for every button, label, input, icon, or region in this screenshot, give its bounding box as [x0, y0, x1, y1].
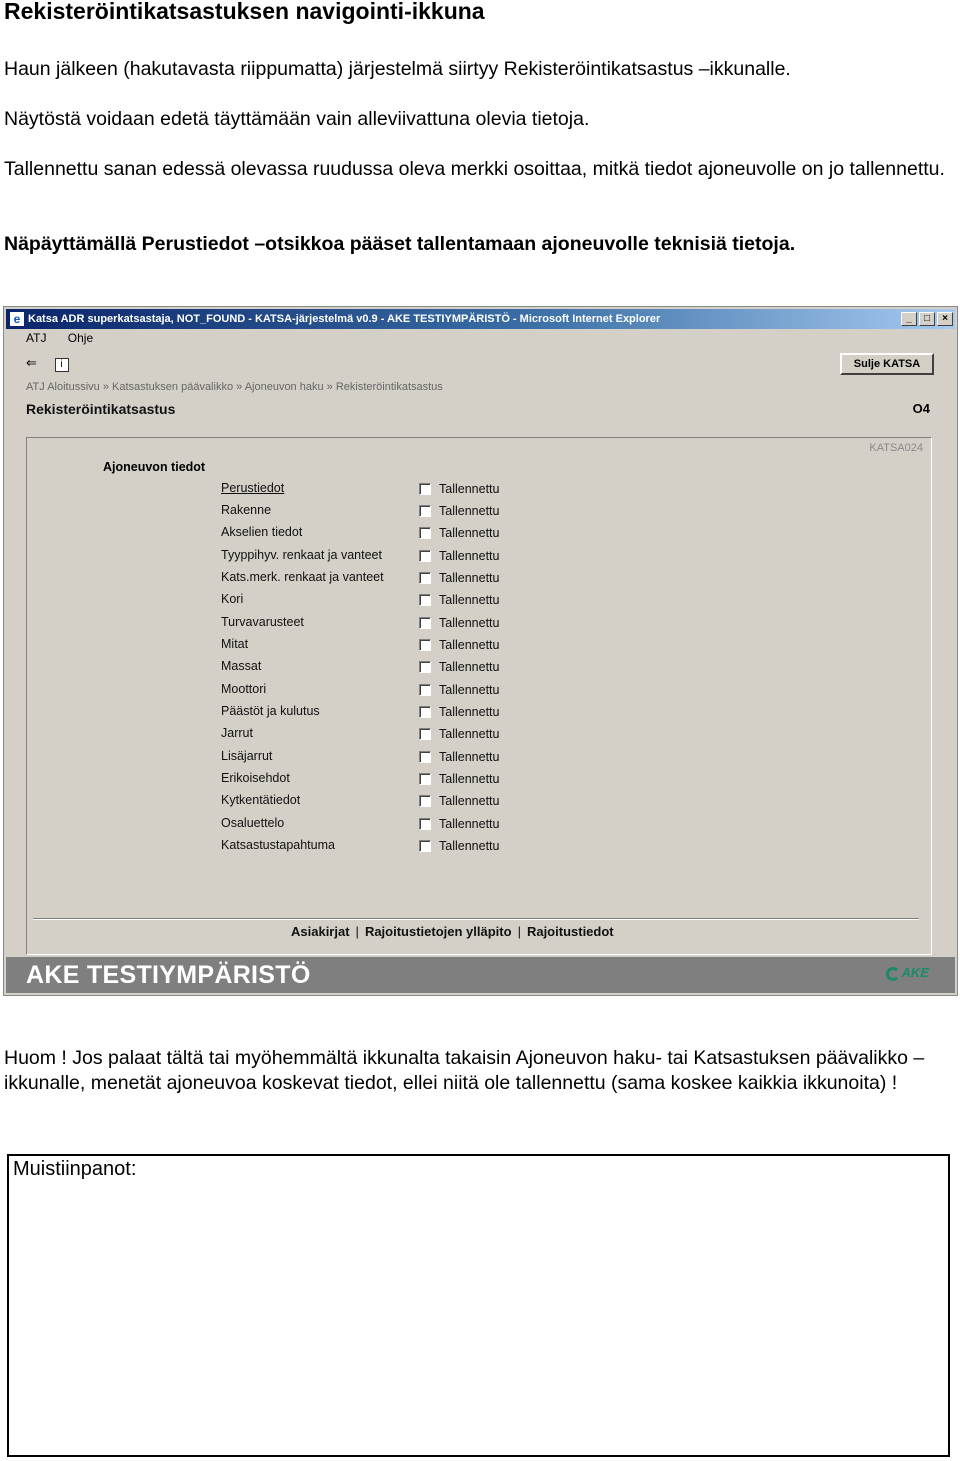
saved-label: Tallennettu	[439, 817, 500, 831]
status-code: O4	[912, 401, 930, 416]
field-erikoisehdot: Erikoisehdot	[221, 771, 290, 785]
screen-code: KATSA024	[869, 442, 923, 454]
ie-icon: e	[10, 312, 24, 326]
checkbox-icon[interactable]	[419, 751, 431, 763]
checkbox-icon[interactable]	[419, 728, 431, 740]
checkbox-icon[interactable]	[419, 840, 431, 852]
field-lisajarrut: Lisäjarrut	[221, 749, 273, 763]
footer-links	[291, 924, 614, 939]
paragraph-intro: Haun jälkeen (hakutavasta riippumatta) järjestelmä siirtyy Rekisteröintikatsastus –ikkunalle.	[4, 58, 791, 80]
ake-logo	[886, 965, 929, 981]
saved-checkbox-row[interactable]	[419, 593, 499, 607]
vehicle-data-panel	[26, 437, 932, 955]
checkbox-icon[interactable]	[419, 505, 431, 517]
notes-box[interactable]	[7, 1154, 950, 1457]
saved-checkbox-row[interactable]	[419, 772, 499, 786]
field-rakenne: Rakenne	[221, 503, 272, 517]
checkbox-icon[interactable]	[419, 639, 431, 651]
window-titlebar	[6, 309, 955, 329]
back-arrow-icon[interactable]: ⇐	[26, 355, 37, 370]
field-mitat: Mitat	[221, 637, 249, 651]
checkbox-icon[interactable]	[419, 594, 431, 606]
maximize-icon[interactable]: □	[919, 312, 935, 326]
saved-label: Tallennettu	[439, 504, 500, 518]
saved-checkbox-row[interactable]	[419, 705, 499, 719]
saved-checkbox-row[interactable]	[419, 660, 499, 674]
saved-checkbox-row[interactable]	[419, 727, 499, 741]
paragraph-editable-info: Näytöstä voidaan edetä täyttämään vain alleviivattuna olevia tietoja.	[4, 108, 590, 130]
field-jarrut: Jarrut	[221, 726, 253, 740]
saved-checkbox-row[interactable]	[419, 549, 499, 563]
field-kytkentatiedot: Kytkentätiedot	[221, 793, 301, 807]
field-paastot-kulutus: Päästöt ja kulutus	[221, 704, 320, 718]
field-kori: Kori	[221, 592, 244, 606]
checkbox-icon[interactable]	[419, 818, 431, 830]
saved-checkbox-row[interactable]	[419, 504, 499, 518]
saved-label: Tallennettu	[439, 526, 500, 540]
field-massat: Massat	[221, 659, 262, 673]
environment-name: AKE TESTIYMPÄRISTÖ	[26, 961, 311, 989]
divider	[33, 918, 919, 920]
info-icon[interactable]: i	[55, 358, 69, 372]
checkbox-icon[interactable]	[419, 617, 431, 629]
checkbox-icon[interactable]	[419, 684, 431, 696]
checkbox-icon[interactable]	[419, 550, 431, 562]
ake-logo-icon	[886, 967, 900, 981]
saved-checkbox-row[interactable]	[419, 616, 499, 630]
checkbox-icon[interactable]	[419, 572, 431, 584]
menu-ohje[interactable]: Ohje	[67, 331, 94, 345]
saved-label: Tallennettu	[439, 549, 500, 563]
checkbox-icon[interactable]	[419, 706, 431, 718]
saved-checkbox-row[interactable]	[419, 683, 499, 697]
saved-label: Tallennettu	[439, 839, 500, 853]
saved-label: Tallennettu	[439, 571, 500, 585]
saved-label: Tallennettu	[439, 482, 500, 496]
field-turvavarusteet: Turvavarusteet	[221, 615, 304, 629]
saved-label: Tallennettu	[439, 772, 500, 786]
saved-checkbox-row[interactable]	[419, 526, 499, 540]
checkbox-icon[interactable]	[419, 661, 431, 673]
saved-label: Tallennettu	[439, 750, 500, 764]
warning-paragraph: Huom ! Jos palaat tältä tai myöhemmältä ikkunalta takaisin Ajoneuvon haku- tai Katsastuksen päävalikko –ikkunalle, menetät ajoneuvoa koskevat tiedot, ellei niitä ole tallennettu (sama koskee kaikkia ikkunoita) !	[4, 1047, 925, 1094]
minimize-icon[interactable]: _	[901, 312, 917, 326]
close-window-icon[interactable]: ×	[937, 312, 953, 326]
saved-label: Tallennettu	[439, 638, 500, 652]
link-rajoitustiedot[interactable]: Rajoitustiedot	[526, 924, 614, 939]
app-area	[24, 349, 936, 957]
notes-label: Muistiinpanot:	[13, 1158, 137, 1180]
field-link-perustiedot[interactable]: Perustiedot	[221, 481, 285, 495]
document-heading: Rekisteröintikatsastuksen navigointi-ikkuna	[4, 0, 485, 24]
link-asiakirjat[interactable]: Asiakirjat	[291, 924, 350, 939]
saved-label: Tallennettu	[439, 794, 500, 808]
field-katsmerk-renkaat: Kats.merk. renkaat ja vanteet	[221, 570, 384, 584]
saved-checkbox-row[interactable]	[419, 638, 499, 652]
checkbox-icon[interactable]	[419, 527, 431, 539]
page-title: Rekisteröintikatsastus	[26, 401, 176, 417]
ake-logo-text: AKE	[901, 965, 929, 980]
link-rajoitustietojen-yllapito[interactable]: Rajoitustietojen ylläpito	[364, 924, 512, 939]
separator: |	[355, 924, 359, 939]
separator: |	[517, 924, 521, 939]
saved-label: Tallennettu	[439, 616, 500, 630]
saved-checkbox-row[interactable]	[419, 571, 499, 585]
paragraph-instruction: Näpäyttämällä Perustiedot –otsikkoa pääset tallentamaan ajoneuvolle teknisiä tietoja.	[4, 233, 796, 255]
field-katsastustapahtuma: Katsastustapahtuma	[221, 838, 335, 852]
saved-label: Tallennettu	[439, 683, 500, 697]
toolbar	[26, 355, 83, 372]
field-tyyppihyv-renkaat: Tyyppihyv. renkaat ja vanteet	[221, 548, 382, 562]
field-akselien-tiedot: Akselien tiedot	[221, 525, 303, 539]
section-title: Ajoneuvon tiedot	[103, 460, 206, 474]
checkbox-icon[interactable]	[419, 483, 431, 495]
field-moottori: Moottori	[221, 682, 267, 696]
saved-checkbox-row[interactable]	[419, 482, 499, 496]
saved-label: Tallennettu	[439, 593, 500, 607]
saved-checkbox-row[interactable]	[419, 794, 499, 808]
checkbox-icon[interactable]	[419, 773, 431, 785]
checkbox-icon[interactable]	[419, 795, 431, 807]
window-title: Katsa ADR superkatsastaja, NOT_FOUND - KATSA-järjestelmä v0.9 - AKE TESTIYMPÄRISTÖ - Microsoft Internet Explorer	[28, 313, 661, 325]
saved-checkbox-row[interactable]	[419, 839, 499, 853]
environment-band	[6, 957, 955, 993]
paragraph-saved-info: Tallennettu sanan edessä olevassa ruudussa oleva merkki osoittaa, mitkä tiedot ajoneuvolle on jo tallennettu.	[4, 158, 945, 180]
breadcrumb[interactable]: ATJ Aloitussivu » Katsastuksen päävalikko » Ajoneuvon haku » Rekisteröintikatsastus	[26, 381, 443, 393]
saved-checkbox-row[interactable]	[419, 750, 499, 764]
saved-label: Tallennettu	[439, 727, 500, 741]
saved-checkbox-row[interactable]	[419, 817, 499, 831]
field-osaluettelo: Osaluettelo	[221, 816, 285, 830]
saved-label: Tallennettu	[439, 660, 500, 674]
saved-label: Tallennettu	[439, 705, 500, 719]
close-katsa-button[interactable]: Sulje KATSA	[840, 353, 934, 375]
menu-atj[interactable]: ATJ	[26, 331, 47, 345]
browser-window-screenshot	[3, 306, 958, 996]
menubar	[26, 331, 111, 345]
